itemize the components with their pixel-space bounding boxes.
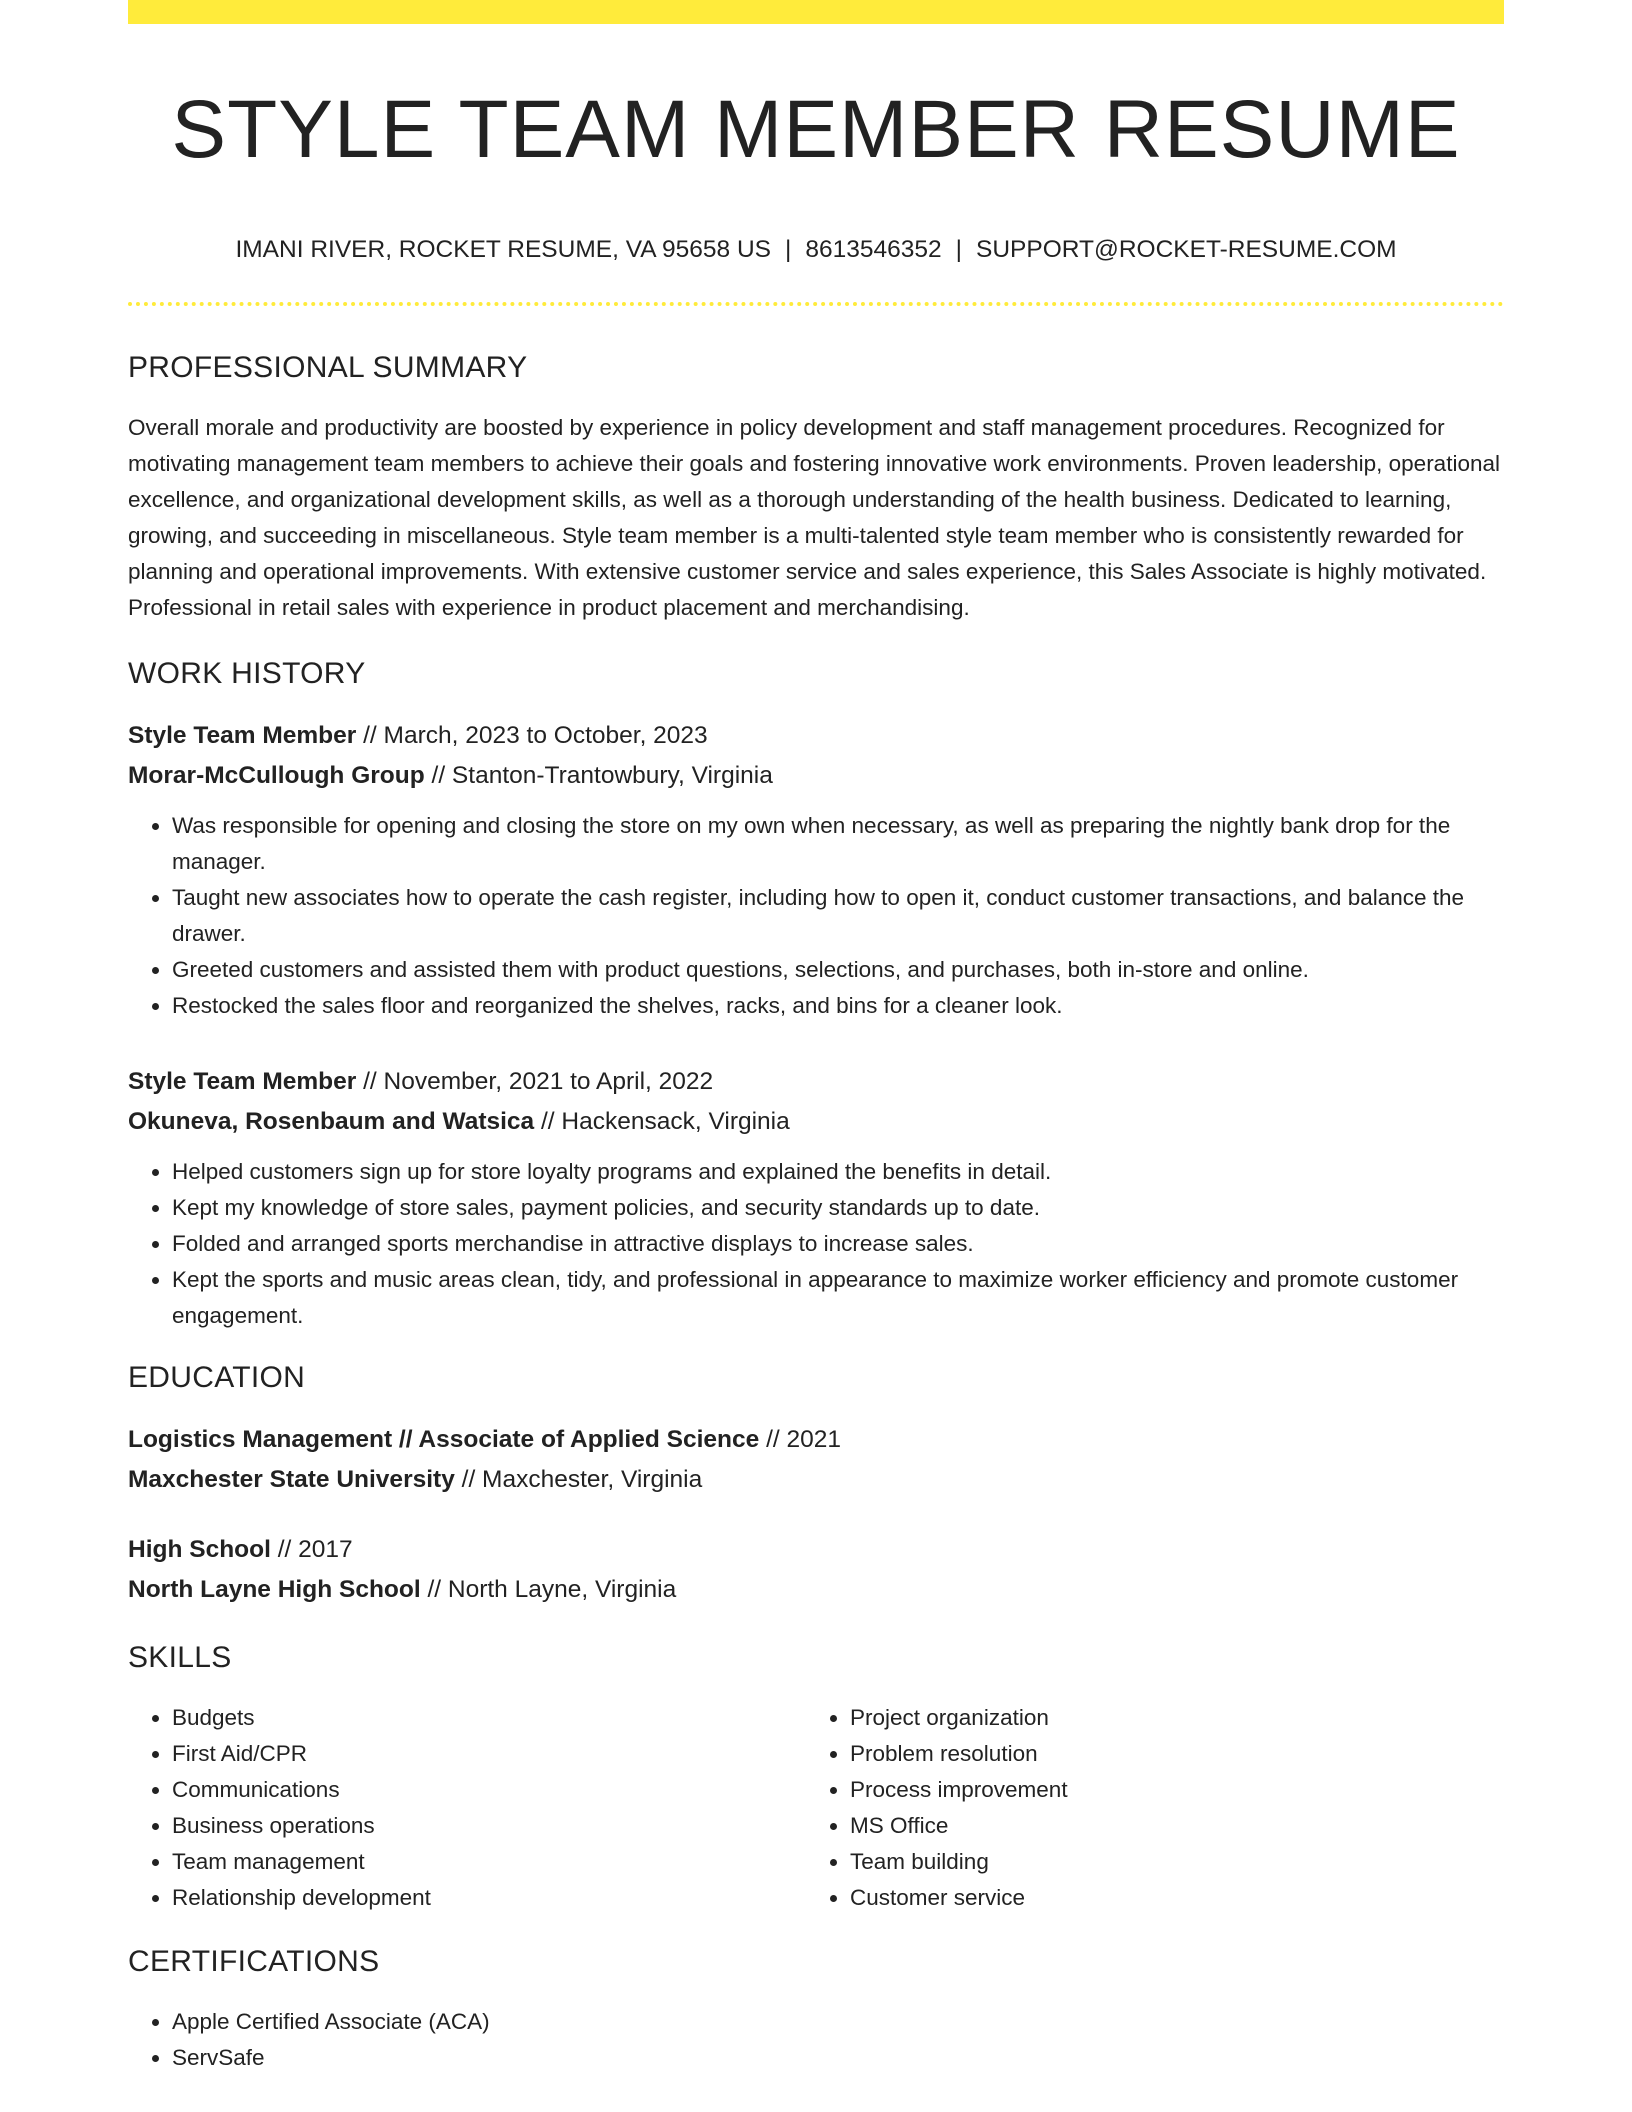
contact-separator: | (955, 236, 962, 263)
graduation-year: // 2017 (270, 1536, 353, 1563)
skill-item: • Customer service (850, 1880, 1484, 1916)
skills-column-right (806, 1700, 1484, 1916)
job-entry (128, 716, 1504, 1024)
job-dates: // November, 2021 to April, 2022 (356, 1068, 714, 1095)
work-history-heading: WORK HISTORY (128, 657, 366, 690)
list-item: • Greeted customers and assisted them with product questions, selections, and purchases, both in-store and online. (172, 952, 1504, 988)
job-title: Style Team Member (128, 722, 357, 749)
skill-item: • Communications (172, 1772, 806, 1808)
job-duties-list (128, 808, 1504, 1024)
skills-column-left (128, 1700, 806, 1916)
school-location: // Maxchester, Virginia (454, 1466, 703, 1493)
list-item: • Helped customers sign up for store loyalty programs and explained the benefits in detail. (172, 1154, 1504, 1190)
contact-separator: | (784, 236, 792, 263)
job-location: // Stanton-Trantowbury, Virginia (424, 762, 773, 789)
skill-item: • First Aid/CPR (172, 1736, 806, 1772)
list-item: • Taught new associates how to operate the cash register, including how to open it, conduct customer transactions, and balance the drawer. (172, 880, 1504, 952)
job-location: // Hackensack, Virginia (534, 1108, 790, 1135)
skills-grid (128, 1700, 1504, 1916)
contact-email: SUPPORT@ROCKET-RESUME.COM (976, 236, 1397, 263)
resume-content (128, 24, 1504, 2076)
resume-title: STYLE TEAM MEMBER RESUME (171, 84, 1461, 175)
skill-item: • MS Office (850, 1808, 1484, 1844)
skills-heading: SKILLS (128, 1641, 232, 1674)
school-name: Maxchester State University (128, 1466, 455, 1493)
job-company-line (128, 1102, 1504, 1142)
certification-item: • Apple Certified Associate (ACA) (172, 2004, 1504, 2040)
skills-list (128, 1700, 806, 1916)
education-entry (128, 1530, 1504, 1610)
graduation-year: // 2021 (759, 1426, 841, 1453)
contact-address: IMANI RIVER, ROCKET RESUME, VA 95658 US (235, 236, 771, 263)
certifications-heading: CERTIFICATIONS (128, 1945, 380, 1978)
job-company: Okuneva, Rosenbaum and Watsica (128, 1108, 535, 1135)
education-entry (128, 1420, 1504, 1500)
skill-item: • Team management (172, 1844, 806, 1880)
school-location: // North Layne, Virginia (420, 1576, 677, 1603)
list-item: • Was responsible for opening and closing the store on my own when necessary, as well as preparing the nightly bank drop for the manager. (172, 808, 1504, 880)
skill-item: • Budgets (172, 1700, 806, 1736)
list-item: • Restocked the sales floor and reorganized the shelves, racks, and bins for a cleaner look. (172, 988, 1504, 1024)
skill-item: • Process improvement (850, 1772, 1484, 1808)
education-heading: EDUCATION (128, 1361, 306, 1394)
summary-text: Overall morale and productivity are boosted by experience in policy development and staff management procedures. Recognized for motivating management team members to achieve their goals and fostering innovative work environments. Proven leadership, operational excellence, and organizational development skills, as well as a thorough understanding of the health business. Dedicated to learning, growing, and succeeding in miscellaneous. Style team member is a multi-talented style team member who is consistently rewarded for planning and operational improvements. With extensive customer service and sales experience, this Sales Associate is highly motivated. Professional in retail sales with experience in product placement and merchandising. (128, 415, 1500, 620)
job-title: Style Team Member (128, 1068, 357, 1095)
skill-item: • Problem resolution (850, 1736, 1484, 1772)
skill-item: • Relationship development (172, 1880, 806, 1916)
job-company: Morar-McCullough Group (128, 762, 425, 789)
skill-item: • Business operations (172, 1808, 806, 1844)
degree: Logistics Management // Associate of Applied Science (128, 1426, 760, 1453)
school-line (128, 1570, 1504, 1610)
skill-item: • Project organization (850, 1700, 1484, 1736)
job-company-line (128, 756, 1504, 796)
school-name: North Layne High School (128, 1576, 421, 1603)
job-title-line (128, 716, 1504, 756)
job-entry (128, 1062, 1504, 1334)
dotted-divider (128, 302, 1504, 306)
degree-line (128, 1530, 1504, 1570)
skill-item: • Team building (850, 1844, 1484, 1880)
job-title-line (128, 1062, 1504, 1102)
degree: High School (128, 1536, 271, 1563)
job-duties-list (128, 1154, 1504, 1334)
list-item: • Folded and arranged sports merchandise in attractive displays to increase sales. (172, 1226, 1504, 1262)
list-item: • Kept my knowledge of store sales, payment policies, and security standards up to date. (172, 1190, 1504, 1226)
summary-heading: PROFESSIONAL SUMMARY (128, 351, 528, 384)
list-item: • Kept the sports and music areas clean, tidy, and professional in appearance to maximize worker efficiency and promote customer engagement. (172, 1262, 1504, 1334)
job-dates: // March, 2023 to October, 2023 (356, 722, 708, 749)
skills-list (806, 1700, 1484, 1916)
school-line (128, 1460, 1504, 1500)
contact-phone: 8613546352 (805, 236, 942, 263)
degree-line (128, 1420, 1504, 1460)
certifications-list (128, 2004, 1504, 2076)
contact-line (128, 234, 1504, 266)
accent-top-bar (128, 0, 1504, 24)
certification-item: • ServSafe (172, 2040, 1504, 2076)
